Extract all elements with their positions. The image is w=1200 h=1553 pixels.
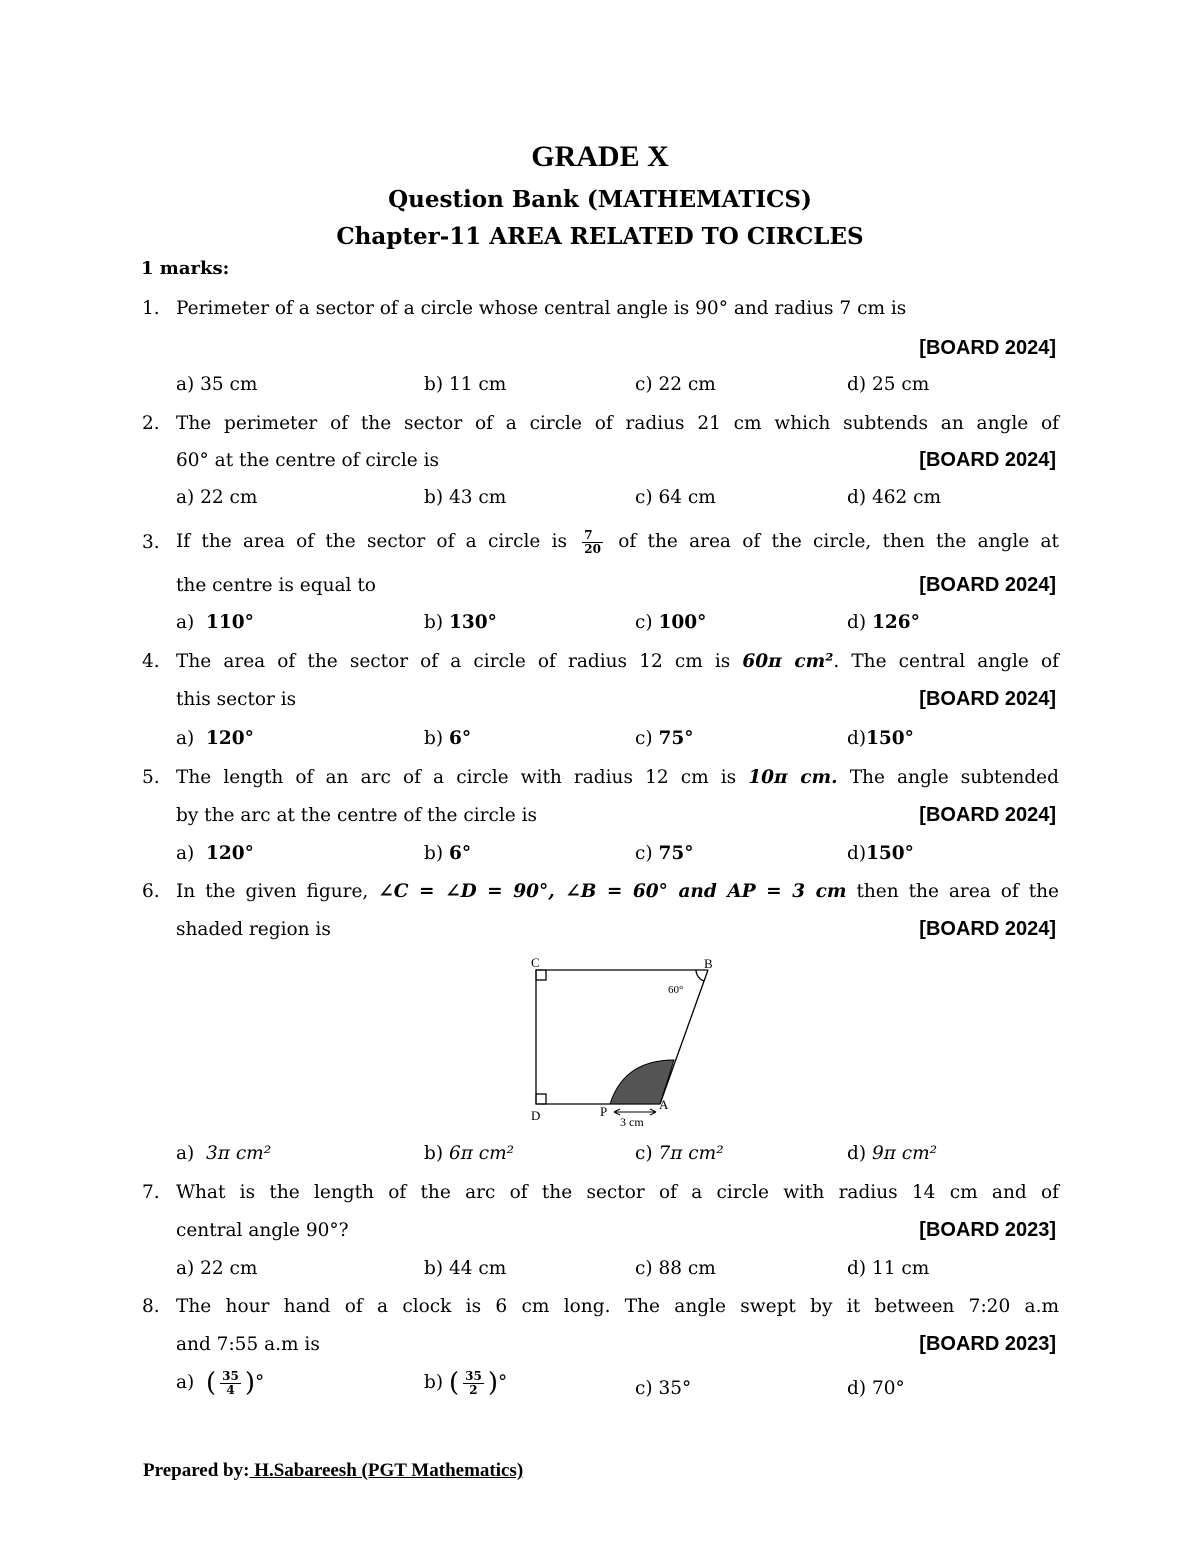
board-tag: [BOARD 2024] bbox=[919, 688, 1056, 710]
label-c: C bbox=[531, 955, 540, 970]
question-number: 4. bbox=[142, 651, 160, 672]
question-text-line2: this sector is bbox=[176, 689, 297, 710]
question-text: The area of the sector of a circle of radius 12 cm is 60π cm². The central angle of bbox=[176, 651, 1059, 672]
option-d: d) 126° bbox=[847, 612, 920, 633]
geometry-figure bbox=[520, 952, 730, 1132]
label-p: P bbox=[600, 1104, 608, 1119]
option-a: a) 120° bbox=[176, 728, 254, 749]
footer-credit: Prepared by: H.Sabareesh (PGT Mathematics) bbox=[143, 1460, 524, 1481]
board-tag: [BOARD 2024] bbox=[919, 918, 1056, 940]
option-b: b) 44 cm bbox=[424, 1258, 507, 1279]
question-number: 1. bbox=[142, 298, 160, 319]
question-text: If the area of the sector of a circle is $\frac{7}{20}$ of the area of the circle, then the angle at bbox=[176, 527, 1059, 556]
board-tag: [BOARD 2023] bbox=[919, 1333, 1056, 1355]
option-d: d) 25 cm bbox=[847, 374, 930, 395]
right-angle-d bbox=[536, 1094, 546, 1104]
option-c: c) 88 cm bbox=[635, 1258, 716, 1279]
question-number: 2. bbox=[142, 413, 160, 434]
label-3cm: 3 cm bbox=[620, 1115, 644, 1129]
option-b: b) 6° bbox=[424, 728, 472, 749]
question-number: 5. bbox=[142, 767, 160, 788]
question-text: Perimeter of a sector of a circle whose central angle is 90° and radius 7 cm is bbox=[176, 298, 907, 319]
page-title: GRADE X bbox=[531, 140, 669, 173]
option-a: a) 3π cm² bbox=[176, 1143, 272, 1164]
option-c: c) 22 cm bbox=[635, 374, 716, 395]
option-d: d) 462 cm bbox=[847, 487, 942, 508]
label-a: A bbox=[659, 1097, 669, 1112]
label-angle-60: 60° bbox=[668, 984, 684, 996]
label-b: B bbox=[704, 956, 713, 971]
chapter-title: Chapter-11 AREA RELATED TO CIRCLES bbox=[336, 223, 864, 250]
label-d: D bbox=[531, 1108, 541, 1123]
option-b: b) 11 cm bbox=[424, 374, 507, 395]
option-c: c) 7π cm² bbox=[635, 1143, 724, 1164]
option-a: a) ( $\frac{35}{4}$ )° bbox=[176, 1368, 265, 1398]
option-c: c) 100° bbox=[635, 612, 707, 633]
question-text-line2: and 7:55 a.m is bbox=[176, 1334, 320, 1355]
option-b: b) 6π cm² bbox=[424, 1143, 515, 1164]
question-text-line2: the centre is equal to bbox=[176, 575, 376, 596]
question-text-line2: by the arc at the centre of the circle is bbox=[176, 805, 538, 826]
option-b: b) 6° bbox=[424, 843, 472, 864]
option-d: d) 70° bbox=[847, 1378, 905, 1399]
right-angle-c bbox=[536, 970, 546, 980]
option-b: b) ( $\frac{35}{2}$ )° bbox=[424, 1368, 508, 1398]
question-text: What is the length of the arc of the sector of a circle with radius 14 cm and of bbox=[176, 1182, 1059, 1203]
option-a: a) 110° bbox=[176, 612, 254, 633]
board-tag: [BOARD 2023] bbox=[919, 1219, 1056, 1241]
option-c: c) 75° bbox=[635, 843, 694, 864]
section-heading: 1 marks: bbox=[141, 258, 230, 279]
option-a: a) 22 cm bbox=[176, 1258, 258, 1279]
question-number: 6. bbox=[142, 881, 160, 902]
option-c: c) 75° bbox=[635, 728, 694, 749]
option-d: d)150° bbox=[847, 843, 914, 864]
question-number: 7. bbox=[142, 1182, 160, 1203]
option-d: d) 9π cm² bbox=[847, 1143, 938, 1164]
question-text: The length of an arc of a circle with radius 12 cm is 10π cm. The angle subtended bbox=[176, 767, 1059, 788]
question-text: The perimeter of the sector of a circle of radius 21 cm which subtends an angle of bbox=[176, 413, 1059, 434]
question-text-line2: 60° at the centre of circle is bbox=[176, 450, 440, 471]
board-tag: [BOARD 2024] bbox=[919, 574, 1056, 596]
option-a: a) 22 cm bbox=[176, 487, 258, 508]
option-b: b) 43 cm bbox=[424, 487, 507, 508]
board-tag: [BOARD 2024] bbox=[919, 804, 1056, 826]
option-c: c) 64 cm bbox=[635, 487, 716, 508]
fraction: $\frac{7}{20}$ bbox=[584, 527, 601, 556]
option-d: d)150° bbox=[847, 728, 914, 749]
subtitle: Question Bank (MATHEMATICS) bbox=[388, 186, 812, 213]
option-a: a) 120° bbox=[176, 843, 254, 864]
question-number: 8. bbox=[142, 1296, 160, 1317]
angle-arc-b bbox=[696, 970, 704, 981]
question-text: In the given figure, ∠C = ∠D = 90°, ∠B = 60° and AP = 3 cm then the area of the bbox=[176, 881, 1059, 902]
question-number: 3. bbox=[142, 532, 160, 553]
option-b: b) 130° bbox=[424, 612, 497, 633]
question-text: The hour hand of a clock is 6 cm long. The angle swept by it between 7:20 a.m bbox=[176, 1296, 1059, 1317]
board-tag: [BOARD 2024] bbox=[919, 337, 1056, 359]
option-c: c) 35° bbox=[635, 1378, 692, 1399]
board-tag: [BOARD 2024] bbox=[919, 449, 1056, 471]
question-text-line2: shaded region is bbox=[176, 919, 331, 940]
option-a: a) 35 cm bbox=[176, 374, 258, 395]
question-text-line2: central angle 90°? bbox=[176, 1220, 349, 1241]
option-d: d) 11 cm bbox=[847, 1258, 930, 1279]
